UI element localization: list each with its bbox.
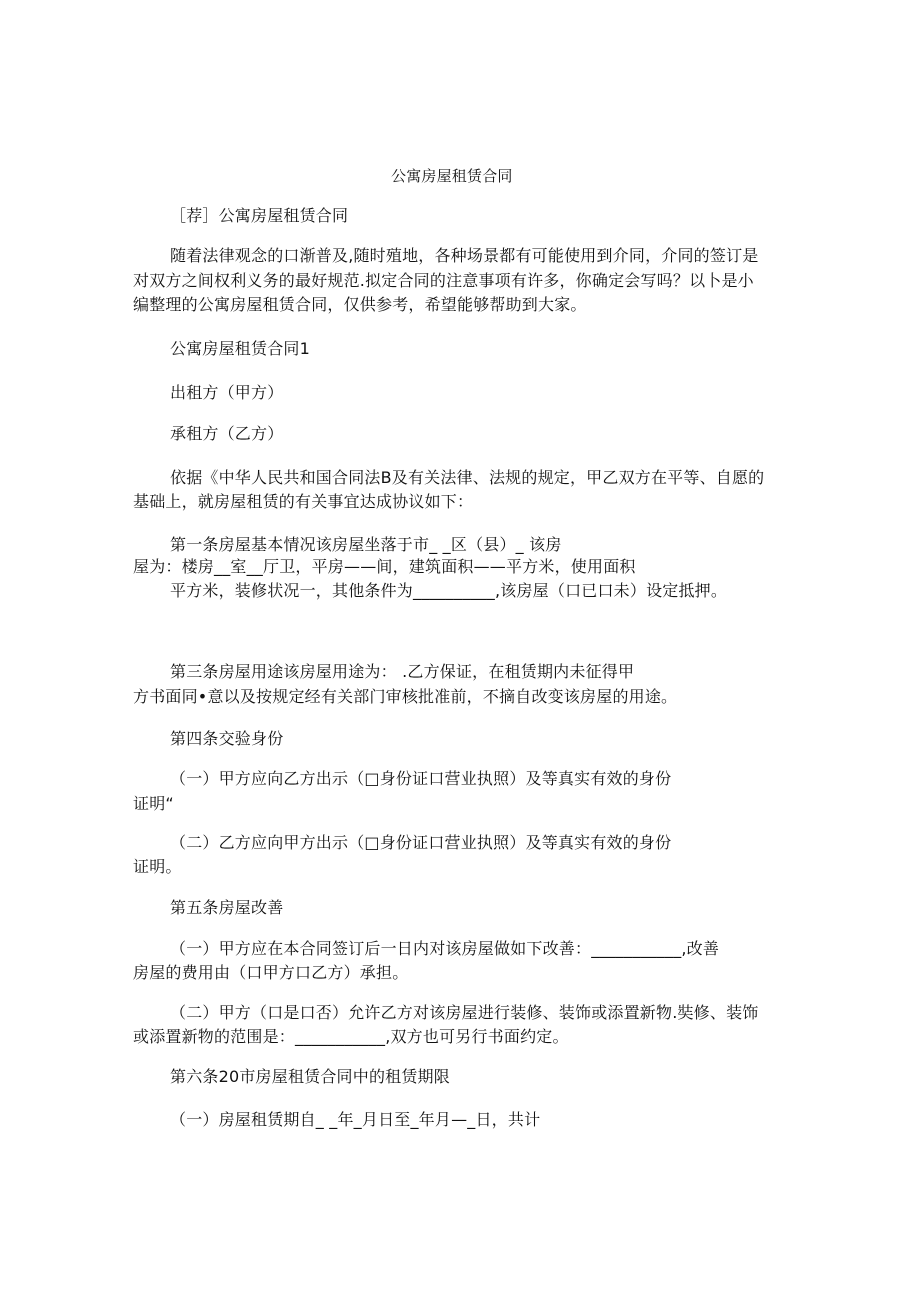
article5-item: 或添置新物的范围是：___________,双方也可另行书面约定。 — [133, 1027, 569, 1046]
contract-heading: 公寓房屋租赁合同1 — [170, 339, 310, 358]
article4-heading: 第四条交验身份 — [170, 729, 284, 748]
article1-line: 屋为：楼房__室__厅卫，平房——间，建筑面积——平方米，使用面积 — [133, 557, 636, 576]
lessor-label: 出租方（甲方） — [170, 383, 284, 402]
intro-line: 编整理的公寓房屋租赁合同，仅供参考，希望能够帮助到大家。 — [133, 295, 587, 314]
article4-item: （二）乙方应向甲方出示（□身份证口营业执照）及等真实有效的身份 — [170, 833, 672, 852]
article5-heading: 第五条房屋改善 — [170, 898, 284, 917]
article4-item: 证明“ — [133, 794, 174, 813]
article6-item: （一）房屋租赁期自_ _年_月日至_年月—_日，共计 — [170, 1110, 541, 1129]
article4-item: 证明。 — [133, 857, 182, 876]
document-subtitle: ［荐］公寓房屋租赁合同 — [170, 206, 349, 225]
article3-line: 方书面同•意以及按规定经有关部门审核批准前，不摘自改变该房屋的用途。 — [133, 687, 678, 706]
article1-line: 平方米，装修状况一，其他条件为__________,该房屋（口已口未）设定抵押。 — [170, 581, 728, 600]
intro-line: 对双方之间权利义务的最好规范.拟定合同的注意事项有许多，你确定会写吗？以卜是小 — [133, 271, 754, 290]
basis-line: 依据《中华人民共和国合同法B及有关法律、法规的规定，甲乙双方在平等、自愿的 — [170, 468, 765, 487]
document-title: 公寓房屋租赁合同 — [391, 167, 513, 185]
lessee-label: 承租方（乙方） — [170, 424, 284, 443]
article5-item: 房屋的费用由（口甲方口乙方）承担。 — [133, 963, 409, 982]
article5-item: （一）甲方应在本合同签订后一日内对该房屋做如下改善：___________,改善 — [170, 939, 720, 958]
article3-line: 第三条房屋用途该房屋用途为： .乙方保证，在租赁期内未征得甲 — [170, 662, 635, 681]
intro-line: 随着法律观念的口渐普及,随时殖地，各种场景都有可能使用到介同，介同的签订是 — [170, 246, 759, 265]
article5-item: （二）甲方（口是口否）允许乙方对该房屋进行装修、装饰或添置新物.奘修、装饰 — [170, 1003, 759, 1022]
basis-line: 基础上，就房屋租赁的有关事宜达成协议如下： — [133, 492, 474, 511]
article1-line: 第一条房屋基本情况该房屋坐落于市_ _区（县）_ 该房 — [170, 535, 562, 554]
article6-heading: 第六条20市房屋租赁合同中的租赁期限 — [170, 1067, 450, 1086]
article4-item: （一）甲方应向乙方出示（□身份证口营业执照）及等真实有效的身份 — [170, 769, 672, 788]
